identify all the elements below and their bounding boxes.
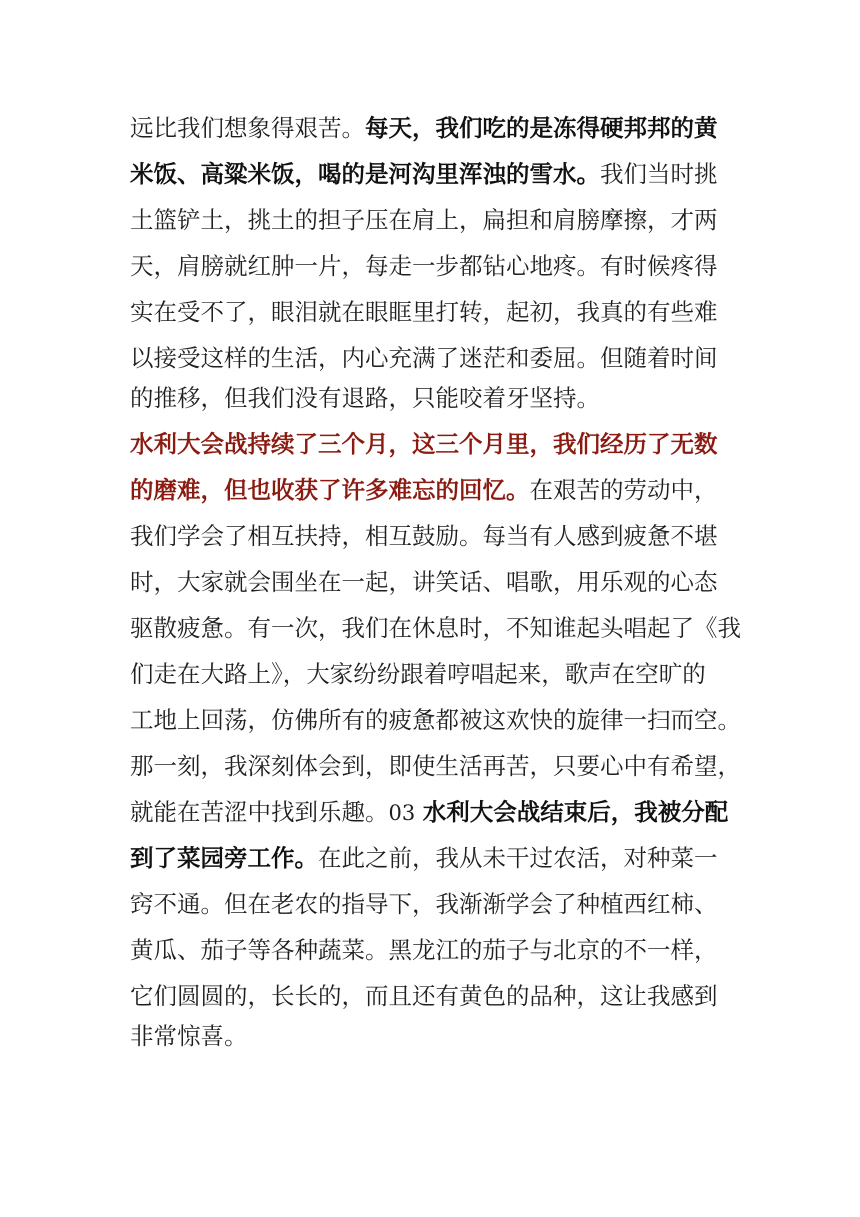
text-run: 它们圆圆的，长长的，而且还有黄色的品种，这让我感到 (130, 982, 718, 1010)
text-line (130, 792, 728, 832)
text-line (130, 746, 741, 786)
bold-text-run: 到了菜园旁工作。 (130, 844, 318, 872)
text-run: 远比我们想象得艰苦。 (130, 114, 365, 142)
text-run: 在此之前，我从未干过农活，对种菜一 (318, 844, 718, 872)
text-line (130, 976, 718, 1016)
text-line (130, 654, 706, 694)
text-run: 的推移，但我们没有退路，只能咬着牙坚持。 (130, 384, 600, 412)
text-run: 以接受这样的生活，内心充满了迷茫和委屈。但随着时间 (130, 344, 718, 372)
text-run: 就能在苦涩中找到乐趣。 (130, 798, 389, 826)
text-run: 黄瓜、茄子等各种蔬菜。黑龙江的茄子与北京的不一样， (130, 936, 718, 964)
text-run: 工地上回荡，仿佛所有的疲惫都被这欢快的旋律一扫而空。 (130, 706, 741, 734)
text-line (130, 838, 718, 878)
bold-text-run: 每天，我们吃的是冻得硬邦邦的黄 (365, 114, 718, 142)
text-run: 在艰苦的劳动中， (529, 476, 718, 504)
text-line (130, 246, 718, 286)
text-line (130, 884, 718, 924)
text-line (130, 470, 718, 510)
section-number: 03 (388, 801, 416, 825)
text-line (130, 378, 600, 418)
text-run: 时，大家就会围坐在一起，讲笑话、唱歌，用乐观的心态 (130, 568, 718, 596)
text-run: 窍不通。但在老农的指导下，我渐渐学会了种植西红柿、 (130, 890, 718, 918)
bold-text-run: 水利大会战结束后，我被分配 (422, 798, 729, 826)
text-run: 我们当时挑 (600, 160, 718, 188)
text-line (130, 700, 741, 740)
text-run: 天，肩膀就红肿一片，每走一步都钻心地疼。有时候疼得 (130, 252, 718, 280)
text-line (130, 608, 741, 648)
text-run: 驱散疲惫。有一次，我们在休息时，不知谁起头唱起了《我 (130, 614, 741, 642)
highlight-text-run: 的磨难，但也收获了许多难忘的回忆。 (130, 476, 530, 504)
text-run: 非常惊喜。 (130, 1022, 248, 1050)
text-run: 我们学会了相互扶持，相互鼓励。每当有人感到疲惫不堪 (130, 522, 718, 550)
text-line (130, 108, 718, 148)
text-line (130, 200, 718, 240)
text-run: 那一刻，我深刻体会到，即使生活再苦，只要心中有希望， (130, 752, 741, 780)
text-line (130, 154, 718, 194)
text-line (130, 292, 718, 332)
text-run: 们走在大路上》，大家纷纷跟着哼唱起来，歌声在空旷的 (130, 660, 706, 688)
text-line (130, 562, 718, 602)
text-line (130, 424, 718, 464)
text-line (130, 1016, 248, 1056)
bold-text-run: 米饭、高粱米饭，喝的是河沟里浑浊的雪水。 (130, 160, 600, 188)
highlight-text-run: 水利大会战持续了三个月，这三个月里，我们经历了无数 (130, 430, 718, 458)
text-line (130, 516, 718, 556)
text-run: 土篮铲土，挑土的担子压在肩上，扁担和肩膀摩擦，才两 (130, 206, 718, 234)
text-line (130, 930, 718, 970)
text-line (130, 338, 718, 378)
text-run: 实在受不了，眼泪就在眼眶里打转，起初，我真的有些难 (130, 298, 718, 326)
